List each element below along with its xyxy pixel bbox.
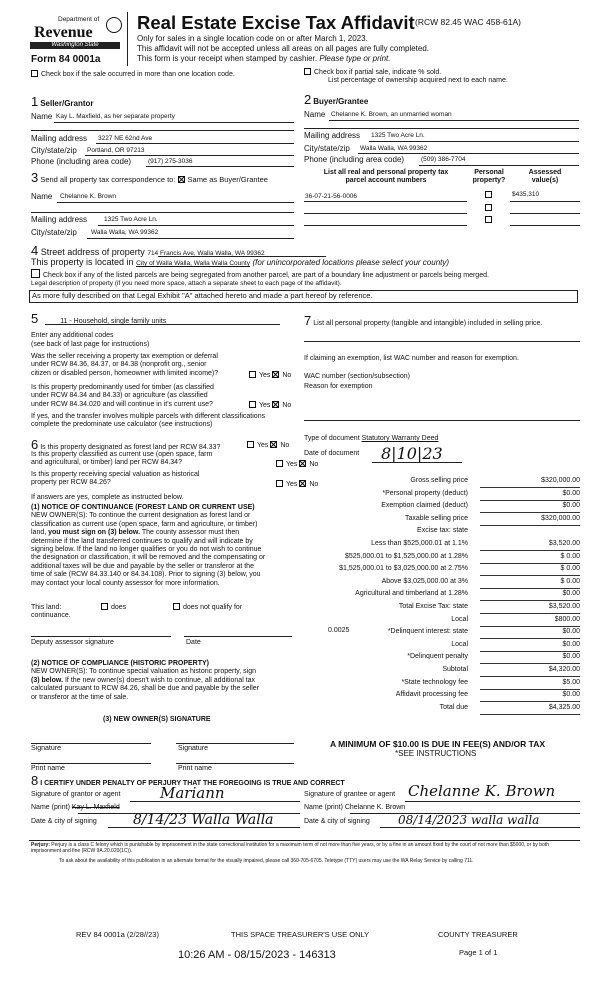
multi-location-checkbox[interactable]: Check box if the sale occurred in more than one location code. (31, 70, 235, 79)
tax-row (300, 578, 580, 589)
tax-row-value[interactable] (480, 527, 580, 537)
buyer-phone-label: Phone (including area code) (304, 155, 405, 164)
tax-row-label: Local (451, 640, 468, 648)
segregation-checkbox[interactable]: Check box if any of the listed parcels are being segregated from another parcel, are part of a boundary line adjustment or parcels being merged. (31, 269, 489, 280)
buyer-heading: 2 Buyer/Grantee (304, 92, 369, 107)
tax-row-value[interactable]: $0.00 (480, 502, 580, 513)
timber-question: Is this property predominantly used for timber (as classified under RCW 84.34 and 84.33) or agriculture (as classified under RCW 84.34.020 and will continue in it's current use? (31, 384, 214, 408)
new-owner-sig-heading: (3) NEW OWNER(S) SIGNATURE (103, 716, 211, 723)
perjury-note: Perjury: Perjury is a class C felony which is punishable by imprisonment in the state correctional institution for a maximum term of not more than five years, or by a fine in an amount fixed by the court of not more than $5000, or by both imprisonment and fine (RCW 9A.20.020(1C)). (31, 842, 550, 855)
tax-row-value[interactable]: $800.00 (480, 616, 580, 627)
header-note1: Only for sales in a single location code on or after March 1, 2023. (137, 34, 368, 43)
location-row: This property is located in City of Walla Walla, Walla Walla County (for unincorporated locations please select your county) (31, 257, 450, 267)
tax-row-value[interactable]: $0.00 (480, 653, 580, 664)
street-address-row: 4 Street address of property 714 Francis Ave, Walla Walla, WA 99362 (31, 243, 265, 258)
buyer-phone-field[interactable]: (509) 386-7704 (421, 156, 466, 163)
owner-print-label-2: Print name (178, 765, 212, 772)
corr-city-label: City/state/zip (31, 228, 77, 237)
tax-row-label: Affidavit processing fee (395, 691, 468, 699)
header-note2: This affidavit will not be accepted unless all areas on all pages are fully completed. (137, 44, 430, 53)
grantor-date-city[interactable]: 8/14/23 Walla Walla (133, 812, 274, 828)
exemption-yes-no[interactable]: Yes No (249, 371, 291, 380)
minimum-due-note: A MINIMUM OF $10.00 IS DUE IN FEE(S) AND/OR TAX (330, 739, 546, 749)
corr-name-field[interactable]: Chelanne K. Brown (60, 193, 117, 200)
tax-row-value[interactable]: $5.00 (480, 679, 580, 690)
tax-row-value[interactable]: $0.00 (480, 490, 580, 501)
buyer-city-field[interactable]: Walla Walla, WA 99362 (360, 145, 428, 152)
tax-row-label: Above $3,025,000.00 at 3% (381, 577, 468, 585)
tax-row-label: Local (451, 615, 468, 623)
tax-row-label: *State technology fee (401, 678, 468, 686)
grantee-signature[interactable]: Chelanne K. Brown (408, 782, 556, 800)
tax-row (300, 704, 580, 715)
tax-row (300, 590, 580, 601)
tax-row (300, 616, 580, 627)
tax-row-value[interactable]: $4,325.00 (480, 704, 580, 715)
cashier-stamp: 10:26 AM - 08/15/2023 - 146313 (178, 949, 336, 961)
forest-yes-no[interactable]: Yes No (247, 441, 289, 450)
grantor-name-row: Name (print) Kay L. Maxfield (31, 804, 120, 811)
title-cite: (RCW 82.45 WAC 458-61A) (415, 17, 521, 27)
historic-question: Is this property receiving special valuation as historical property per RCW 84.26? (31, 471, 200, 487)
tax-row-value[interactable]: $3,520.00 (480, 540, 580, 551)
tax-row (300, 553, 580, 564)
form-number: Form 84 0001a (31, 54, 101, 65)
use-code-field[interactable]: 11 - Household, single family units (60, 318, 167, 325)
tax-row (300, 679, 580, 690)
tax-row-label: $525,000.01 to $1,525,000.00 at 1.28% (345, 552, 468, 560)
seller-name-field[interactable]: Kay L. Maxfield, as her separate property (56, 113, 175, 120)
reason-label: Reason for exemption (304, 383, 373, 390)
tax-row-label: Less than $525,000.01 at 1.1% (371, 540, 468, 547)
street-address-field[interactable]: 714 Francis Ave, Walla Walla, WA 99362 (147, 250, 265, 257)
page-number: Page 1 of 1 (459, 948, 498, 957)
buyer-name-field[interactable]: Chelanne K. Brown, an unmarried woman (331, 111, 452, 118)
location-field[interactable]: City of Walla Walla, Walla Walla County (136, 260, 250, 267)
seller-addr-field[interactable]: 3227 NE 62nd Ave (98, 135, 153, 142)
tax-row (300, 666, 580, 677)
does-qualify-checkbox[interactable]: does (101, 603, 126, 612)
tax-row-label: Gross selling price (410, 477, 468, 484)
personal-checkbox-1[interactable] (485, 191, 495, 200)
personal-checkbox-3[interactable] (485, 216, 495, 225)
seller-phone-field[interactable]: (917) 275-3036 (148, 158, 193, 165)
tax-row-label: Excise tax: state (417, 527, 468, 535)
exemption-claim-label: If claiming an exemption, list WAC number and reason for exemption. (304, 355, 519, 362)
tax-row-label: Subtotal (442, 666, 468, 673)
tax-row (300, 490, 580, 501)
legal-desc-label: Legal description of property (if you need more space, attach a separate sheet to each page of the affidavit). (31, 280, 342, 287)
tax-row-value[interactable]: $320,000.00 (480, 477, 580, 488)
accessibility-note: To ask about the availability of this publication in an alternate format for the visually impaired, please call 360-705-6705. Teletype (TTY) users may use the WA Relay Service by calling 711. (59, 858, 474, 864)
tax-row-value[interactable]: $4,320.00 (480, 666, 580, 677)
use-code-row: 5 11 - Household, single family units (31, 311, 167, 326)
grantor-name-field[interactable]: Kay L. Maxfield (71, 804, 120, 811)
tax-row-label: *Delinquent penalty (407, 653, 468, 661)
grantee-name-row: Name (print) Chelanne K. Brown (304, 804, 406, 811)
tax-row-label: Agricultural and timberland at 1.28% (355, 590, 468, 598)
seller-name-label: Name (31, 112, 53, 121)
tax-row (300, 565, 580, 576)
tax-row-label: Total due (439, 703, 468, 711)
tax-row (300, 540, 580, 551)
grantor-signature[interactable]: Mariann (160, 784, 225, 802)
exemption-question: Was the seller receiving a property tax exemption or deferral under RCW 84.36, 84.37, or 84.38 (nonprofit org., senior citizen or disabled person, homeowner with limited income)? (31, 353, 219, 377)
partial-sale-note: List percentage of ownership acquired next to each name. (328, 77, 508, 84)
tax-row-value[interactable]: $0.00 (480, 590, 580, 601)
buyer-city-label: City/state/zip (304, 144, 350, 153)
grantor-date-label: Date & city of signing (31, 818, 97, 825)
tax-row (300, 527, 580, 538)
this-land-label: This land: continuance. (31, 604, 71, 620)
tax-row-value[interactable]: $0.00 (480, 691, 580, 702)
corr-addr-label: Mailing address (31, 215, 88, 224)
county-treasurer-label: COUNTY TREASURER (438, 930, 518, 939)
buyer-addr-field[interactable]: 1325 Two Acre Ln. (371, 132, 425, 139)
legal-desc-field[interactable]: As more fully described on that Legal Exhibit "A" attached hereto and made a part hereof by reference. (29, 290, 578, 303)
owner-print-label-1: Print name (31, 765, 65, 772)
local-rate: 0.0025 (328, 627, 350, 634)
seller-phone-label: Phone (including area code) (31, 157, 132, 166)
tax-row-value[interactable]: $0.00 (480, 641, 580, 652)
parcel-header: List all real and personal property tax parcel account numbers (323, 169, 449, 185)
tax-row (300, 502, 580, 513)
logo-line3: Washington State (30, 42, 120, 49)
personal-checkbox-2[interactable] (485, 204, 495, 213)
parcel-number-field[interactable]: 36-07-21-56-0006 (305, 193, 358, 200)
multi-parcel-note: If yes, and the transfer involves multiple parcels with different classifications complete the predominate use calculator (see instructions) (31, 413, 266, 429)
deputy-sig-label: Deputy assessor signature (31, 639, 114, 646)
see-instructions: *SEE INSTRUCTIONS (395, 749, 477, 758)
buyer-addr-label: Mailing address (304, 131, 361, 140)
owner-sig-label-2: Signature (178, 745, 208, 752)
tax-row (300, 515, 580, 526)
corr-addr-field[interactable]: 1325 Two Acre Ln. (104, 216, 158, 223)
seller-addr-label: Mailing address (31, 134, 88, 143)
logo-line2: Revenue (34, 24, 93, 41)
tax-row-label: Total Excise Tax: state (398, 603, 468, 610)
personal-header: Personal property? (472, 169, 506, 185)
logo-seal-icon (106, 17, 122, 33)
tax-row-value[interactable]: $ 0.00 (480, 553, 580, 564)
tax-row (300, 603, 580, 614)
seller-heading: 1 Seller/Grantor (31, 94, 94, 109)
if-yes-note: If answers are yes, complete as instructed below. (31, 494, 184, 501)
doc-type-field[interactable]: Statutory Warranty Deed (361, 435, 439, 442)
corr-heading: 3 Send all property tax correspondence to: Same as Buyer/Grantee (31, 170, 268, 185)
doc-date-field[interactable]: 8|10|23 (381, 444, 443, 463)
add-codes-label: Enter any additional codes (31, 332, 114, 339)
tax-row-label: *Personal property (deduct) (382, 489, 468, 497)
historic-yes-no[interactable]: Yes No (276, 480, 318, 489)
corr-city-field[interactable]: Walla Walla, WA 99362 (91, 229, 159, 236)
certify-line: 8 I CERTIFY UNDER PENALTY OF PERJURY THAT THE FOREGOING IS TRUE AND CORRECT (31, 773, 345, 788)
owner-sig-label-1: Signature (31, 745, 61, 752)
current-use-yes-no[interactable]: Yes No (276, 460, 318, 469)
seller-city-field[interactable]: Portland, OR 97213 (87, 147, 145, 154)
tax-row-value[interactable]: $ 0.00 (480, 565, 580, 576)
tax-row-label: *Delinquent interest: state (387, 628, 468, 636)
deputy-date-label: Date (186, 639, 201, 646)
assessed-header: Assessed value(s) (528, 169, 562, 185)
grantee-date-city[interactable]: 08/14/2023 walla walla (398, 813, 540, 827)
tax-row-label: $1,525,000.01 to $3,025,000.00 at 2.75% (339, 565, 468, 573)
corr-name-label: Name (31, 192, 53, 201)
doc-date-label: Date of document (304, 450, 360, 457)
seller-city-label: City/state/zip (31, 146, 77, 155)
grantee-sig-label: Signature of grantee or agent (304, 791, 396, 798)
revision-code: REV 84 0001a (2/28//23) (76, 930, 159, 939)
does-not-qualify-checkbox[interactable]: does not qualify for (173, 603, 242, 612)
partial-sale-checkbox[interactable]: Check box if partial sale, indicate % sold. (304, 68, 441, 77)
tax-row (300, 477, 580, 488)
compliance-notice: (2) NOTICE OF COMPLIANCE (HISTORIC PROPERTY) NEW OWNER(S): To continue special valuation as historic property, sign (3) below. If the new owner(s) doesn't wish to continue, all additional tax calculated pursuant to RCW 84.26, shall be due and payable by the seller or transferor at the time of sale. (31, 660, 260, 701)
forest-question: 6 Is this property designated as forest land per RCW 84.33? (31, 437, 221, 452)
tax-row (300, 653, 580, 664)
treasurer-use-label: THIS SPACE TREASURER'S USE ONLY (231, 930, 370, 939)
logo-line1: Department of (58, 16, 100, 23)
buyer-name-label: Name (304, 110, 326, 119)
wac-label: WAC number (section/subsection) (304, 373, 410, 380)
tax-row-label: Taxable selling price (404, 514, 468, 522)
header-note3: This form is your receipt when stamped by cashier. Please type or print. (137, 54, 391, 63)
tax-row (300, 691, 580, 702)
assessed-value-field[interactable]: $435,310 (512, 191, 540, 198)
page-title: Real Estate Excise Tax Affidavit (137, 12, 415, 33)
grantee-name-field[interactable]: Chelanne K. Brown (344, 804, 406, 811)
add-codes-note: (see back of last page for instructions) (31, 341, 150, 348)
doc-type-row: Type of document Statutory Warranty Deed (304, 435, 439, 442)
tax-row-value[interactable]: $ 0.00 (480, 578, 580, 589)
same-as-buyer-checkbox[interactable] (178, 176, 185, 183)
grantee-date-label: Date & city of signing (304, 818, 370, 825)
tax-row-value[interactable]: $3,520.00 (480, 603, 580, 614)
tax-row-value[interactable]: $0.00 (480, 628, 580, 639)
current-use-question: Is this property classified as current use (open space, farm and agricultural, or timber) land per RCW 84.34? (31, 451, 213, 467)
timber-yes-no[interactable]: Yes No (249, 401, 291, 410)
tax-row-label: Exemption claimed (deduct) (381, 502, 468, 510)
dor-logo (30, 14, 122, 54)
tax-row (300, 641, 580, 652)
personal-prop-row: 7 List all personal property (tangible and intangible) included in selling price. (304, 313, 543, 328)
grantor-sig-label: Signature of grantor or agent (31, 791, 121, 798)
continuance-notice: (1) NOTICE OF CONTINUANCE (FOREST LAND OR CURRENT USE) NEW OWNER(S): To continue the current designation as forest land or classification as current use (open space, farm and agriculture, or timber) land, you must sign on (3) below. The county assessor must then determine if the land transferred continues to qualify and will indicate by signing below. If the land no longer qualifies or you do not wish to continue the designation or classification, it will be removed and the compensating or additional taxes will be due and payable by the seller or transferor at the time of sale (RCW 84.33.140 or 84.34.108). Prior to signing (3) below, you may contact your local county assessor for more information. (31, 504, 266, 587)
tax-row-value[interactable]: $320,000.00 (480, 515, 580, 526)
